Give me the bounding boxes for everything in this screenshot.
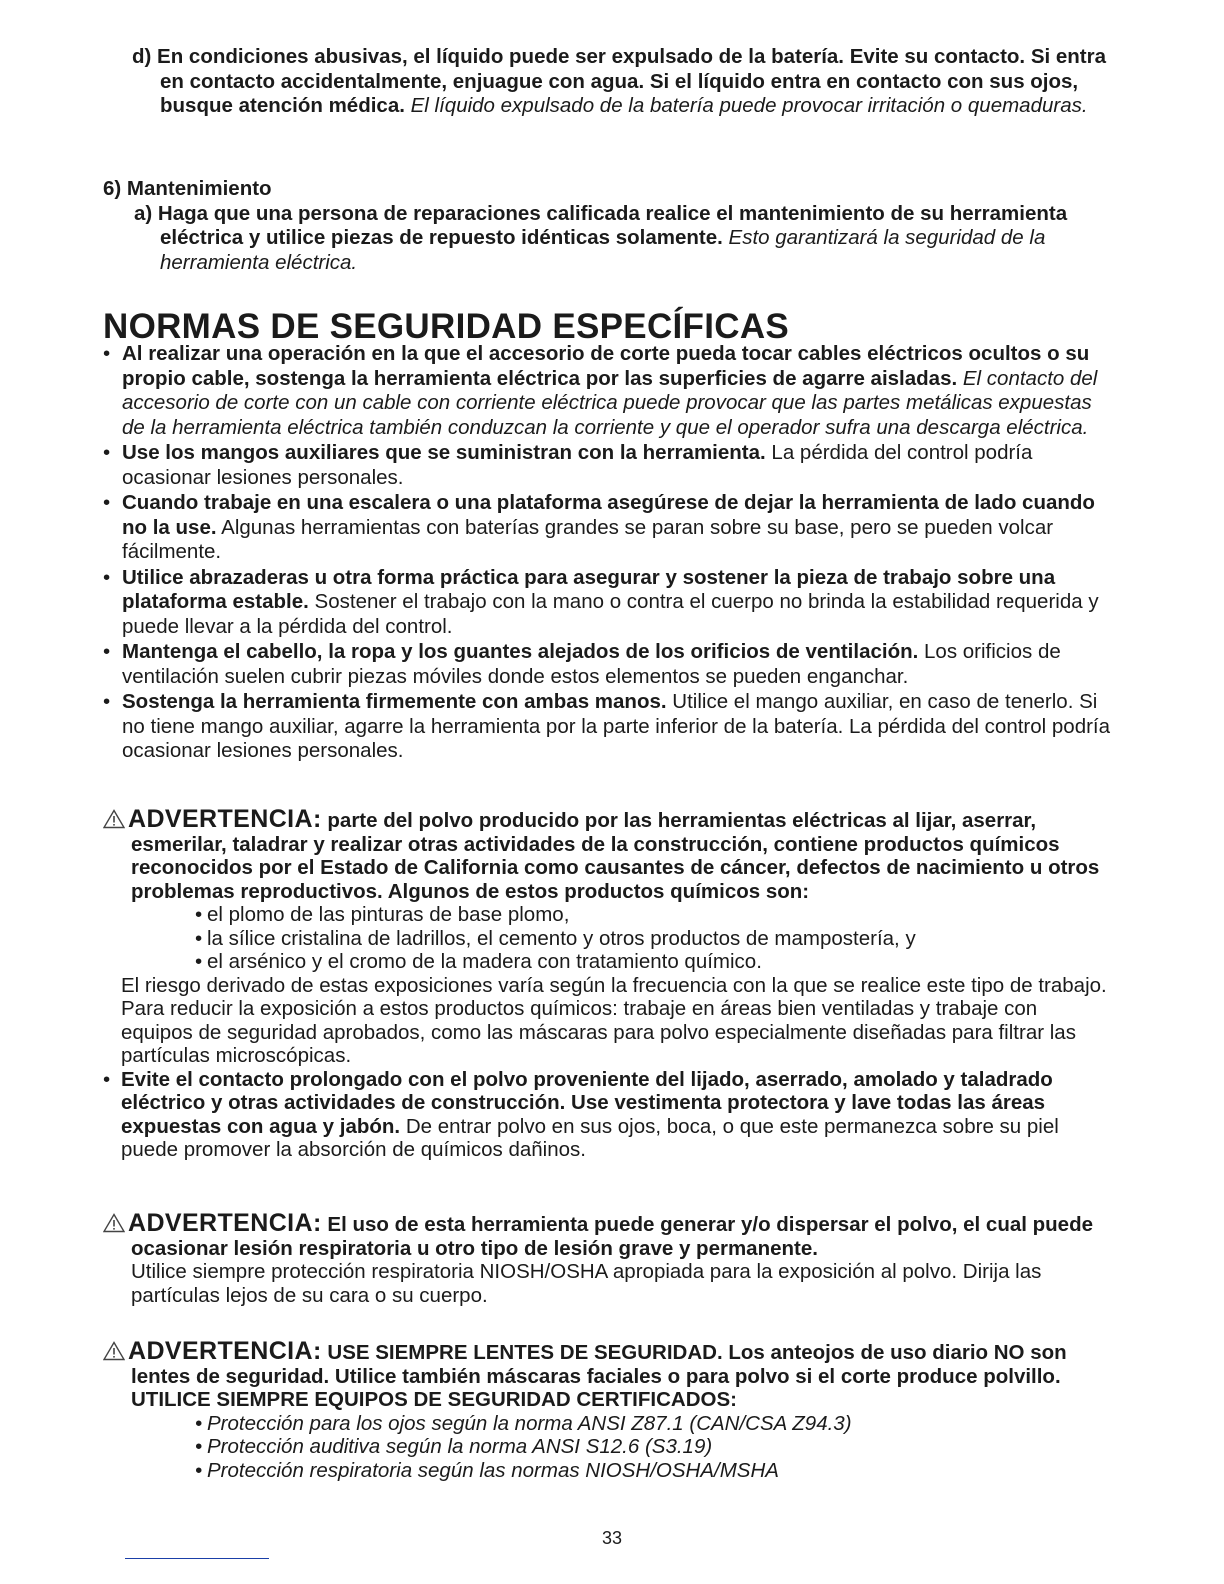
bullet-mark: •: [103, 441, 111, 464]
list-item-text: la sílice cristalina de ladrillos, el cemento y otros productos de mampostería, y: [207, 926, 916, 950]
bullet-mark: •: [195, 1458, 203, 1482]
protection-list: [103, 1412, 1113, 1483]
warning-heading: [103, 805, 1113, 903]
list-item: [195, 903, 1113, 927]
bullet-bold: Use los mangos auxiliares que se suministran con la herramienta.: [122, 441, 766, 464]
safety-bullet-list: [103, 342, 1113, 765]
bullet-bold: Al realizar una operación en la que el accesorio de corte pueda tocar cables eléctricos ocultos o su propio cable, sostenga la herramienta eléctrica por las superficies de agarre aisladas.: [122, 342, 1090, 390]
list-item: [195, 927, 1113, 951]
bullet-mark: •: [195, 903, 203, 926]
dust-contact-bullet: [103, 1068, 1113, 1162]
bullet-text: De entrar polvo en sus ojos, boca, o que este permanezca sobre su piel puede promover la absorción de químicos dañinos.: [121, 1114, 1059, 1161]
warning-bold-text: El uso de esta herramienta puede generar y/o dispersar el polvo, el cual puede ocasionar lesión respiratoria u otro tipo de lesión grave y permanente.: [131, 1213, 1094, 1260]
warning-label: ADVERTENCIA:: [128, 1209, 322, 1237]
bullet-text: Algunas herramientas con baterías grandes se paran sobre su base, pero se pueden volcar fácilmente.: [122, 515, 1054, 563]
bullet-mark: •: [103, 342, 111, 365]
warning-bold-text: USE SIEMPRE LENTES DE SEGURIDAD. Los anteojos de uso diario NO son lentes de seguridad. Utilice también máscaras faciales o para polvo si el corte produce polvillo. UTILICE SIEMPRE EQUIPOS DE SEGURIDAD CERTIFICADOS:: [131, 1341, 1067, 1411]
bullet-mark: •: [195, 926, 203, 950]
list-item: [103, 342, 1113, 440]
bullet-mark: •: [195, 1411, 203, 1435]
warning-triangle-icon: [103, 1341, 125, 1361]
list-item: [103, 491, 1113, 565]
section-6-item-a: [103, 202, 1113, 276]
section-d-italic: El líquido expulsado de la batería puede provocar irritación o quemaduras.: [410, 94, 1088, 117]
list-item: [195, 950, 1113, 974]
bullet-text: La pérdida del control podría ocasionar lesiones personales.: [122, 441, 1033, 489]
list-item: [103, 566, 1113, 640]
bullet-mark: •: [195, 1435, 203, 1458]
bullet-mark: •: [103, 1067, 111, 1091]
warning-body-text: Utilice siempre protección respiratoria NIOSH/OSHA apropiada para la exposición al polvo. Dirija las partículas lejos de su cara o su cuerpo.: [131, 1260, 1042, 1307]
warning-bold-text: parte del polvo producido por las herramientas eléctricas al lijar, aserrar, esmerilar, taladrar y realizar otras actividades de la construcción, contiene productos químicos reconocidos por el Estado de California como causantes de cáncer, defectos de nacimiento u otros problemas reproductivos. Algunos de estos productos químicos son:: [131, 809, 1100, 903]
footer-rule: [125, 1558, 269, 1559]
warning-triangle-icon: [103, 809, 125, 829]
section-d-text: [132, 45, 1132, 119]
section-6: [103, 177, 1113, 275]
list-item: [103, 640, 1113, 689]
warning-block-respiratory: [103, 1209, 1113, 1307]
bullet-bold: Cuando trabaje en una escalera o una plataforma asegúrese de dejar la herramienta de lado cuando no la use.: [122, 491, 1095, 539]
bullet-bold: Sostenga la herramienta firmemente con ambas manos.: [122, 690, 667, 713]
bullet-mark: •: [103, 640, 111, 663]
warning-heading: [103, 1209, 1113, 1260]
section-6-heading: 6) Mantenimiento: [103, 177, 272, 200]
warning-block-dust-chemicals: [103, 805, 1113, 1162]
list-item-text: Protección para los ojos según la norma ANSI Z87.1 (CAN/CSA Z94.3): [207, 1411, 852, 1435]
list-item: [195, 1459, 1113, 1483]
bullet-mark: •: [103, 565, 111, 589]
bullet-mark: •: [103, 690, 111, 713]
list-item-text: Protección auditiva según la norma ANSI S12.6 (S3.19): [207, 1435, 713, 1458]
warning-label: ADVERTENCIA:: [128, 805, 322, 833]
bullet-bold: Evite el contacto prolongado con el polvo proveniente del lijado, aserrado, amolado y taladrado eléctrico y otras actividades de construcción. Use vestimenta protectora y lave todas las áreas expuestas con agua y jabón.: [121, 1067, 1053, 1138]
list-item-text: Protección respiratoria según las normas NIOSH/OSHA/MSHA: [207, 1458, 779, 1482]
warning-label: ADVERTENCIA:: [128, 1337, 322, 1365]
section-d-bold: d) En condiciones abusivas, el líquido puede ser expulsado de la batería. Evite su contacto. Si entra en contacto accidentalmente, enjuague con agua. Si el líquido entra en contacto con sus ojos, busque atención médica.: [132, 45, 1107, 117]
list-item: [103, 690, 1113, 764]
section-6-item-a-bold: a) Haga que una persona de reparaciones calificada realice el mantenimiento de su herramienta eléctrica y utilice piezas de repuesto idénticas solamente.: [134, 201, 1068, 249]
list-item-text: el plomo de las pinturas de base plomo,: [207, 903, 570, 926]
warning-heading: [103, 1337, 1113, 1412]
bullet-mark: •: [103, 491, 111, 514]
bullet-bold: Mantenga el cabello, la ropa y los guantes alejados de los orificios de ventilación.: [122, 640, 919, 663]
page-number: 33: [601, 1528, 623, 1548]
chemicals-list: [103, 903, 1113, 974]
bullet-text: Utilice el mango auxiliar, en caso de tenerlo. Si no tiene mango auxiliar, agarre la herramienta por la parte inferior de la batería. La pérdida del control podría ocasionar lesiones personales.: [122, 690, 1111, 762]
bullet-bold: Utilice abrazaderas u otra forma práctica para asegurar y sostener la pieza de trabajo sobre una plataforma estable.: [122, 565, 1056, 613]
list-item: [103, 441, 1113, 490]
section-6-item-a-italic: Esto garantizará la seguridad de la herramienta eléctrica.: [160, 226, 1046, 274]
warning-block-eye-protection: [103, 1337, 1113, 1482]
bullet-mark: •: [195, 950, 203, 973]
list-item: [195, 1412, 1113, 1436]
bullet-text: Los orificios de ventilación suelen cubrir piezas móviles donde estos elementos se pueden enganchar.: [122, 640, 1061, 688]
risk-paragraph: El riesgo derivado de estas exposiciones varía según la frecuencia con la que se realice este tipo de trabajo. Para reducir la exposición a estos productos químicos: trabaje en áreas bien ventiladas y trabaje con equipos de seguridad aprobados, como las máscaras para polvo especialmente diseñadas para filtrar las partículas microscópicas.: [121, 973, 1107, 1067]
bullet-italic: El contacto del accesorio de corte con un cable con corriente eléctrica puede provocar que las partes metálicas expuestas de la herramienta eléctrica también conduzcan la corriente y que el operador sufra una descarga eléctrica.: [122, 366, 1098, 439]
list-item-text: el arsénico y el cromo de la madera con tratamiento químico.: [207, 950, 762, 973]
section-d: [132, 45, 1132, 119]
warning-triangle-icon: [103, 1213, 125, 1233]
page-title: NORMAS DE SEGURIDAD ESPECÍFICAS: [103, 307, 790, 346]
bullet-text: Sostener el trabajo con la mano o contra el cuerpo no brinda la estabilidad requerida y puede llevar a la pérdida del control.: [122, 590, 1099, 638]
list-item: [195, 1435, 1113, 1459]
